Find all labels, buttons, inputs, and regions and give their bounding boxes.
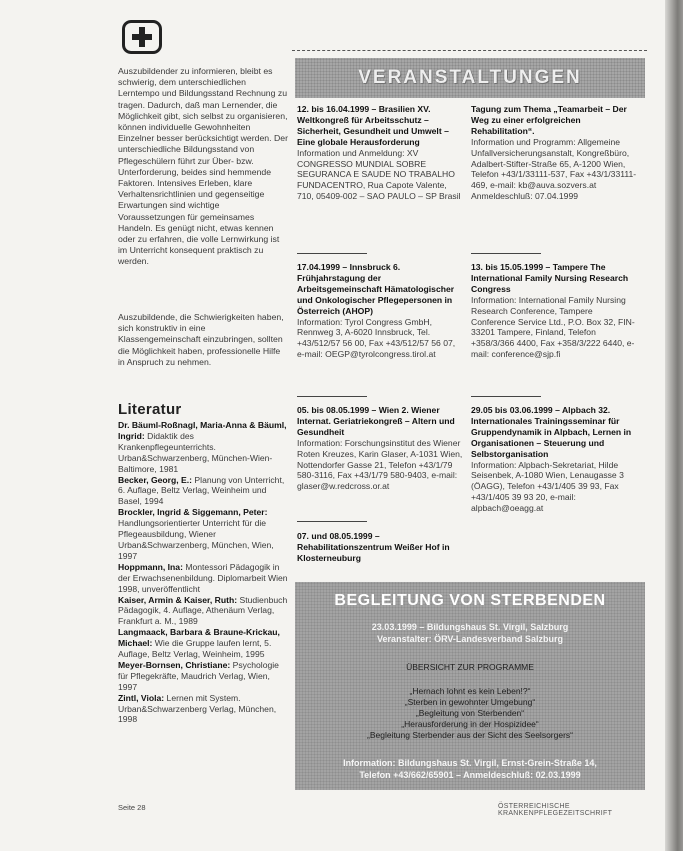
event-item — [471, 262, 639, 360]
event-title: 17.04.1999 – Innsbruck 6. Frühjahrstagung der Arbeitsgemeinschaft Hämatologischer und Onkologischer Pflegepersonen in Österreich (AHOP) — [297, 262, 455, 316]
literature-entry — [118, 420, 288, 475]
event-item — [297, 262, 465, 360]
literature-author: Langmaack, Barbara & Braune-Krickau, Michael: — [118, 627, 280, 649]
literature-entry — [118, 562, 288, 595]
literature-citation: Lernen mit System. Urban&Schwarzenberg Verlag, München, 1998 — [118, 692, 277, 725]
event-info: Information und Programm: Allgemeine Unfallversicherungsanstalt, Kongreßbüro, Adalbert-Stifter-Straße 65, A-1200 Wien, Telefon +43/1/33111-537, Fax +43/1/33111-469, e-mail: kb@auva.sozvers.at Anmeldeschluß: 07.04.1999 — [471, 136, 637, 202]
event-item — [297, 104, 465, 202]
page-binding-shadow — [665, 0, 683, 851]
box-date-line: 23.03.1999 – Bildungshaus St. Virgil, Salzburg — [371, 622, 569, 632]
literature-citation: Studienbuch Pädagogik, 4. Auflage, Athenäum Verlag, Frankfurt a. M., 1989 — [118, 594, 288, 627]
body-paragraph-2: Auszubildende, die Schwierigkeiten haben, sich konstruktiv in eine Klassengemeinschaft einzubringen, sollten die Möglichkeit haben, professionelle Hilfe in Anspruch zu nehmen. — [118, 312, 284, 367]
box-phone-line: Telefon +43/662/65901 – Anmeldeschluß: 02.03.1999 — [359, 770, 581, 780]
event-info: Information: Alpbach-Sekretariat, Hilde Seisenbek, A-1080 Wien, Lenaugasse 3 (ÖAGG), Telefon +43/1/405 39 93, Fax +43/1/405 39 93 20, e-mail: alpbach@oeagg.at — [471, 459, 624, 514]
event-title: 12. bis 16.04.1999 – Brasilien XV. Weltkongreß für Arbeitsschutz – Sicherheit, Gesundheit und Umwelt – Eine globale Herausforderung — [297, 104, 449, 147]
event-info: Information und Anmeldung: XV CONGRESSO MUNDIAL SOBRE SEGURANCA E SAUDE NO TRABALHO FUNDACENTRO, Rua Capote Valente, 710, 05409-002 – SAO PAULO – SP Brasil — [297, 147, 461, 202]
event-item — [297, 531, 465, 564]
literature-entry — [118, 693, 288, 726]
literature-entry — [118, 660, 288, 693]
top-dashed-rule — [292, 50, 647, 51]
literature-author: Kaiser, Armin & Kaiser, Ruth: — [118, 594, 238, 605]
event-item — [471, 104, 639, 202]
event-separator — [471, 396, 541, 397]
event-item — [471, 405, 639, 514]
event-item — [297, 405, 465, 492]
literature-author: Brockler, Ingrid & Siggemann, Peter: — [118, 507, 268, 518]
event-title: 13. bis 15.05.1999 – Tampere The International Family Nursing Research Congress — [471, 262, 629, 294]
red-cross-logo-icon — [122, 20, 162, 54]
box-program-item: „Begleitung Sterbender aus der Sicht des Seelsorgers“ — [366, 730, 573, 740]
literature-entry — [118, 595, 288, 628]
literature-citation: Wie die Gruppe laufen lernt, 5. Auflage, Beltz Verlag, Weinheim, 1995 — [118, 638, 272, 660]
event-separator — [297, 396, 367, 397]
event-separator — [297, 253, 367, 254]
event-info: Information: Forschungsinstitut des Wiener Roten Kreuzes, Karin Glaser, A-1031 Wien, Nottendorfer Gasse 21, Telefon +43/1/79 580-3116, Fax +43/1/79 580-9403, e-mail: glaser@w.redcross.or.at — [297, 437, 463, 492]
event-title: 05. bis 08.05.1999 – Wien 2. Wiener Internat. Geriatriekongreß – Altern und Gesundheit — [297, 405, 455, 437]
literature-list — [118, 420, 288, 725]
box-program-item: „Herausforderung in der Hospizidee“ — [401, 719, 539, 729]
literature-heading: Literatur — [118, 401, 182, 418]
box-program-item: „Sterben in gewohnter Umgebung“ — [404, 697, 536, 707]
event-title: Tagung zum Thema „Teamarbeit – Der Weg zu einer erfolgreichen Rehabilitation“. — [471, 104, 627, 136]
literature-author: Meyer-Bornsen, Christiane: — [118, 659, 231, 670]
event-info: Information: International Family Nursing Research Conference, Tampere Conference Service Ltd., P.O. Box 32, FIN-33201 Tampere, Finland, Telefon +358/3/366 4400, Fax +358/3/222 6440, e-mail: conference@sjp.fi — [471, 294, 635, 360]
literature-author: Hoppmann, Ina: — [118, 561, 183, 572]
event-separator — [297, 521, 367, 522]
literature-citation: Planung von Unterricht, 6. Auflage, Beltz Verlag, Weinheim und Basel, 1994 — [118, 474, 285, 507]
event-highlight-box — [295, 582, 645, 790]
box-program-title: ÜBERSICHT ZUR PROGRAMME — [406, 662, 534, 672]
box-program-item: „Hernach lohnt es kein Leben!?“ — [409, 686, 531, 696]
literature-citation: Psychologie für Pflegekräfte, Maudrich Verlag, Wien, 1997 — [118, 659, 279, 692]
event-title: 07. und 08.05.1999 – Rehabilitationszentrum Weißer Hof in Klosterneuburg — [297, 531, 450, 563]
literature-entry — [118, 507, 288, 562]
event-info: Information: Tyrol Congress GmbH, Rennweg 3, A-6020 Innsbruck, Tel. +43/512/57 56 00, Fax +43/512/57 56 07, e-mail: OEGP@tyrolcongress.tirol.at — [297, 316, 456, 360]
literature-author: Dr. Bäuml-Roßnagl, Maria-Anna & Bäuml, Ingrid: — [118, 420, 287, 441]
literature-author: Becker, Georg, E.: — [118, 474, 193, 485]
literature-citation: Handlungsorientierter Unterricht für die Pflegeausbildung, Wiener Urban&Schwarzenberg, München, Wien, 1997 — [118, 518, 274, 561]
literature-entry — [118, 627, 288, 660]
event-title: 29.05 bis 03.06.1999 – Alpbach 32. Internationales Trainingsseminar für Gruppendynamik in Alpbach, Lernen in Organisationen – Steuerung und Selbstorganisation — [471, 405, 632, 459]
literature-citation: Montessori Pädagogik in der Erwachsenenbildung. Diplomarbeit Wien 1998, unveröffentlicht — [118, 561, 288, 594]
literature-entry — [118, 475, 288, 508]
box-title: BEGLEITUNG VON STERBENDEN — [334, 592, 606, 609]
events-banner-title: VERANSTALTUNGEN — [358, 67, 582, 88]
event-separator — [471, 253, 541, 254]
page-number: Seite 28 — [118, 803, 146, 812]
box-program-item: „Begleitung von Sterbenden“ — [415, 708, 525, 718]
events-banner — [295, 58, 645, 98]
journal-name: ÖSTERREICHISCHE KRANKENPFLEGEZEITSCHRIFT — [498, 803, 613, 817]
body-paragraph-1: Auszubildender zu informieren, bleibt es schwierig, dem unterschiedlichen Lerntempo und Bildungsstand Rechnung zu tragen. Dadurch, daß man Lernender, die Möglichkeit gibt, sich selbst zu organisieren, können individuelle Gewohnheiten Einzelner besser berücksichtigt werden. Der unterschiedliche Bildungsstand von Pflegeschülern führt zur Über- bzw. Unterforderung, beides sind hemmende Faktoren. Intensives Erleben, klare Verhaltensrichtlinien und gegenseitige Erwartungen sind wichtige Voraussetzungen für gemeinsames Handeln. Es genügt nicht, etwas kennen oder zu erfahren, die volle Lernwirkung ist im Unterricht konsequent praktisch zu werden. — [118, 66, 288, 267]
literature-citation: Didaktik des Krankenpflegeunterrichts. Urban&Schwarzenberg, München-Wien-Baltimore, 1981 — [118, 430, 273, 474]
box-organizer-line: Veranstalter: ÖRV-Landesverband Salzburg — [377, 634, 563, 644]
literature-author: Zintl, Viola: — [118, 692, 165, 703]
box-info-line: Information: Bildungshaus St. Virgil, Ernst-Grein-Straße 14, — [343, 758, 597, 768]
